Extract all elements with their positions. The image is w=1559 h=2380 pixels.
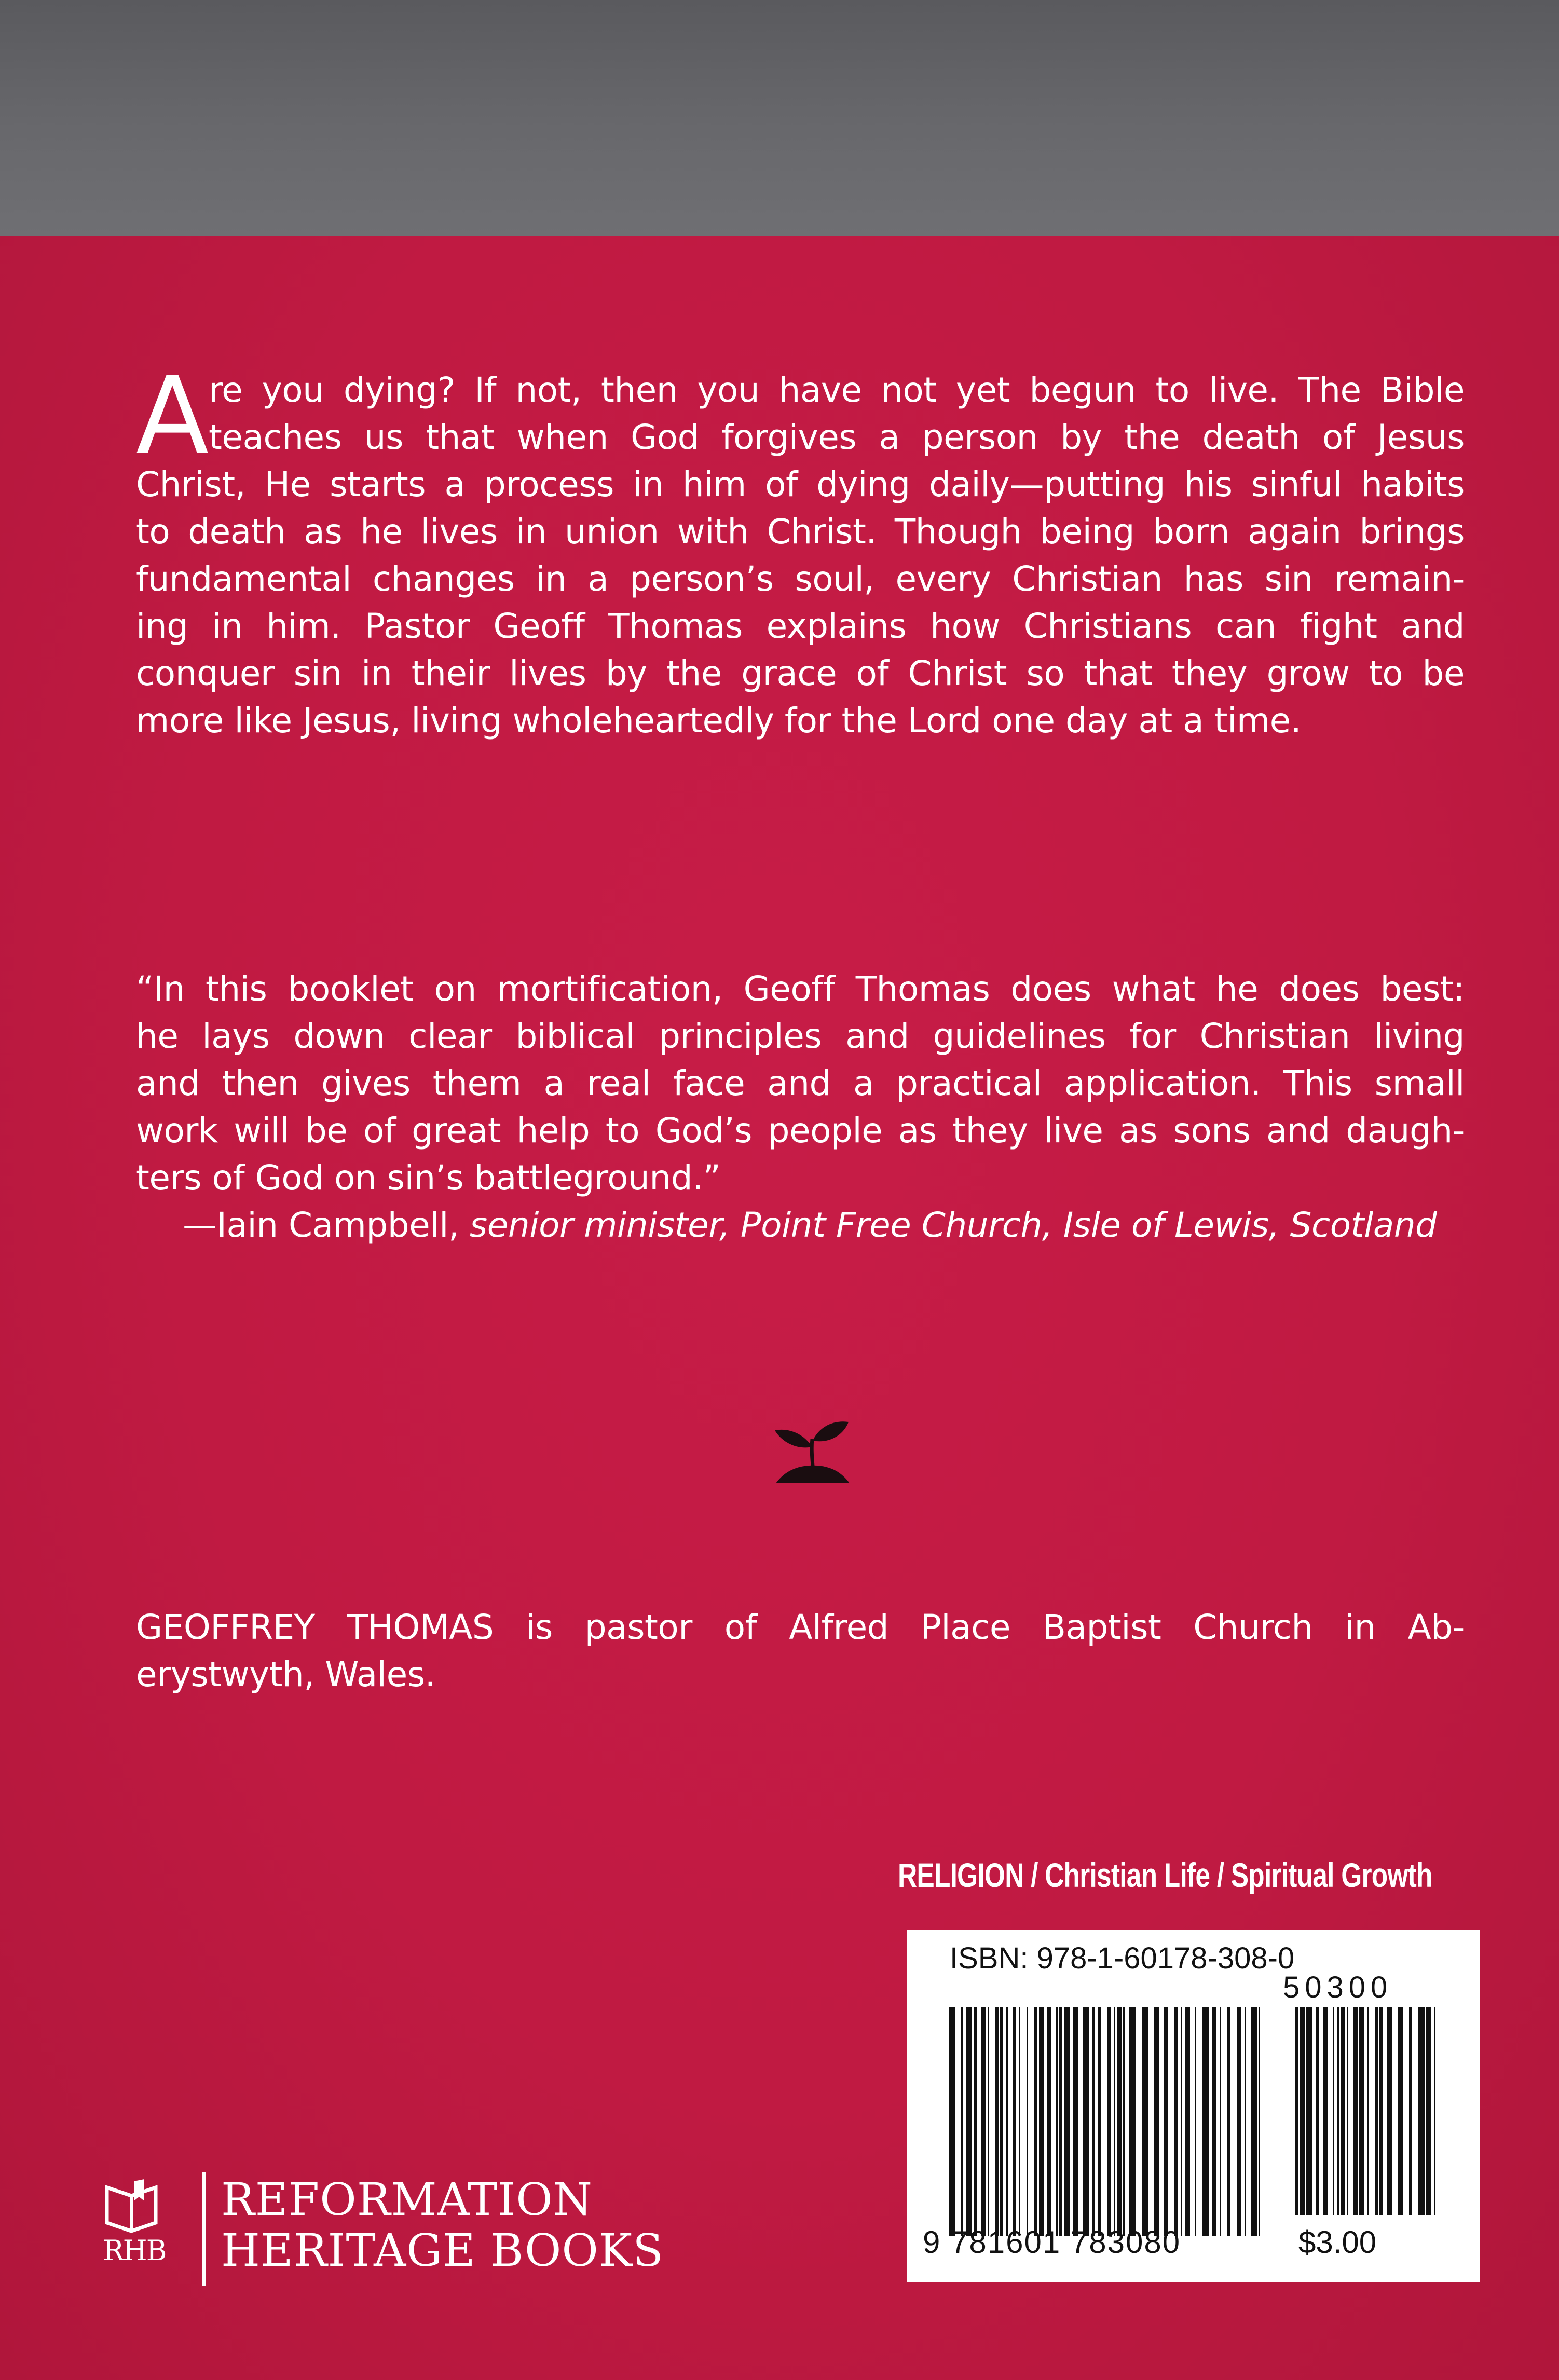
barcode-bar <box>1353 2007 1358 2215</box>
barcode-bar <box>1227 2007 1230 2236</box>
barcode-bar <box>1174 2007 1178 2236</box>
barcode-bar <box>995 2007 999 2236</box>
barcode-bar <box>1185 2007 1190 2236</box>
barcode-bar <box>961 2007 963 2236</box>
barcode-bar <box>1181 2007 1182 2236</box>
barcode-bar <box>966 2007 972 2236</box>
barcode-bar <box>1212 2007 1216 2236</box>
barcode-bar <box>1306 2007 1312 2215</box>
endorsement-line: he lays down clear biblical principles and guidelines for Christian living <box>136 1016 1465 1056</box>
barcode-bar <box>1359 2007 1364 2215</box>
barcode-bar <box>1398 2007 1403 2215</box>
barcode-bar <box>1059 2007 1062 2236</box>
barcode-bar <box>1323 2007 1328 2215</box>
barcode-bar <box>1409 2007 1412 2215</box>
author-bio <box>136 1604 1465 1698</box>
endorsement-line: “In this booklet on mortification, Geoff Thomas does what he does best: <box>136 969 1465 1009</box>
description-line: ing in him. Pastor Geoff Thomas explains how Christians can fight and <box>136 606 1465 646</box>
barcode-bar <box>1039 2007 1044 2236</box>
description-line: Christ, He starts a process in him of dying daily—putting his sinful habits <box>136 464 1465 504</box>
barcode-bar <box>1129 2007 1136 2236</box>
description-line: re you dying? If not, then you have not yet begun to live. The Bible <box>209 370 1465 410</box>
price-label: $3.00 <box>1298 2225 1377 2260</box>
barcode-digits: 9 781601 783080 <box>923 2225 1181 2260</box>
barcode-bar <box>1195 2007 1196 2236</box>
endorsement-line: and then gives them a real face and a practical application. This small <box>136 1063 1465 1103</box>
barcode-bar <box>1333 2007 1334 2215</box>
publisher-name-line1: REFORMATION <box>221 2174 593 2226</box>
barcode-bar <box>1387 2007 1392 2215</box>
description-line: fundamental changes in a person’s soul, every Christian has sin remain- <box>136 559 1465 599</box>
top-gray-band <box>0 0 1559 236</box>
barcode-bar <box>1092 2007 1095 2236</box>
barcode-bar <box>1367 2007 1369 2215</box>
price-code: 50300 <box>1283 1971 1393 2004</box>
barcode-bar <box>1034 2007 1037 2236</box>
ean-barcode <box>949 2007 1260 2236</box>
barcode-bar <box>1107 2007 1111 2236</box>
barcode-bar <box>1237 2007 1241 2236</box>
attribution-title: senior minister, Point Free Church, Isle of Lewis, Scotland <box>469 1205 1437 1245</box>
description-line: to death as he lives in union with Christ. Though being born again brings <box>136 512 1465 552</box>
logo-initials: RHB <box>103 2234 166 2267</box>
barcode-bar <box>1418 2007 1425 2215</box>
barcode-bar <box>974 2007 977 2236</box>
publisher-name-line2: HERITAGE BOOKS <box>221 2225 664 2277</box>
description-text <box>136 366 1465 744</box>
barcode-bar <box>1347 2007 1348 2215</box>
barcode-bar <box>1073 2007 1078 2236</box>
endorsement-line: ters of God on sin’s battleground.” <box>136 1158 721 1198</box>
barcode-bar <box>1027 2007 1028 2236</box>
endorsement-text <box>136 965 1465 1249</box>
barcode-bar <box>1245 2007 1246 2236</box>
attribution-name: —Iain Campbell, <box>183 1205 459 1245</box>
barcode-bar <box>1220 2007 1221 2236</box>
endorsement-attribution <box>183 1201 1465 1249</box>
barcode-bar <box>1083 2007 1089 2236</box>
barcode-bar <box>1117 2007 1122 2236</box>
description-line: conquer sin in their lives by the grace of Christ so that they grow to be <box>136 653 1465 693</box>
barcode-bar <box>1047 2007 1051 2236</box>
barcode-bar <box>988 2007 989 2236</box>
barcode-bar <box>981 2007 986 2236</box>
barcode-bar <box>949 2007 955 2236</box>
barcode-bar <box>1013 2007 1016 2236</box>
barcode-bar <box>1000 2007 1003 2236</box>
barcode-bar <box>1295 2007 1298 2215</box>
barcode-bar <box>1434 2007 1435 2215</box>
barcode-bar <box>1375 2007 1378 2215</box>
author-bio-line: erystwyth, Wales. <box>136 1654 436 1694</box>
logo-divider <box>202 2172 206 2286</box>
barcode-bar <box>1341 2007 1345 2215</box>
drop-cap: A <box>136 354 209 478</box>
barcode-bar <box>1006 2007 1008 2236</box>
barcode-bar <box>1251 2007 1257 2236</box>
barcode-bar <box>1426 2007 1431 2215</box>
isbn-label: ISBN: 978-1-60178-308-0 <box>950 1941 1295 1975</box>
author-bio-line: GEOFFREY THOMAS is pastor of Alfred Place Baptist Church in Ab- <box>136 1607 1465 1647</box>
barcode-box <box>907 1930 1480 2282</box>
barcode-bar <box>1114 2007 1115 2236</box>
barcode-bar <box>1300 2007 1305 2215</box>
barcode-bar <box>1019 2007 1020 2236</box>
barcode-bar <box>1259 2007 1260 2236</box>
endorsement-line: work will be of great help to God’s people as they live as sons and daugh- <box>136 1111 1465 1151</box>
sprout-icon <box>765 1411 859 1494</box>
subject-category: RELIGION / Christian Life / Spiritual Growth <box>898 1856 1432 1894</box>
barcode-bar <box>1202 2007 1209 2236</box>
price-addon-barcode <box>1295 2007 1435 2215</box>
description-line: teaches us that when God forgives a person by the death of Jesus <box>209 417 1465 457</box>
barcode-bar <box>1064 2007 1070 2236</box>
barcode-bar <box>1056 2007 1058 2236</box>
barcode-bar <box>1098 2007 1101 2236</box>
barcode-bar <box>1337 2007 1339 2215</box>
description-line: more like Jesus, living wholeheartedly for the Lord one day at a time. <box>136 701 1302 741</box>
barcode-bar <box>1316 2007 1319 2215</box>
barcode-bar <box>1164 2007 1168 2236</box>
barcode-bar <box>1154 2007 1159 2236</box>
barcode-bar <box>1142 2007 1148 2236</box>
barcode-bar <box>1123 2007 1125 2236</box>
barcode-bar <box>1379 2007 1383 2215</box>
